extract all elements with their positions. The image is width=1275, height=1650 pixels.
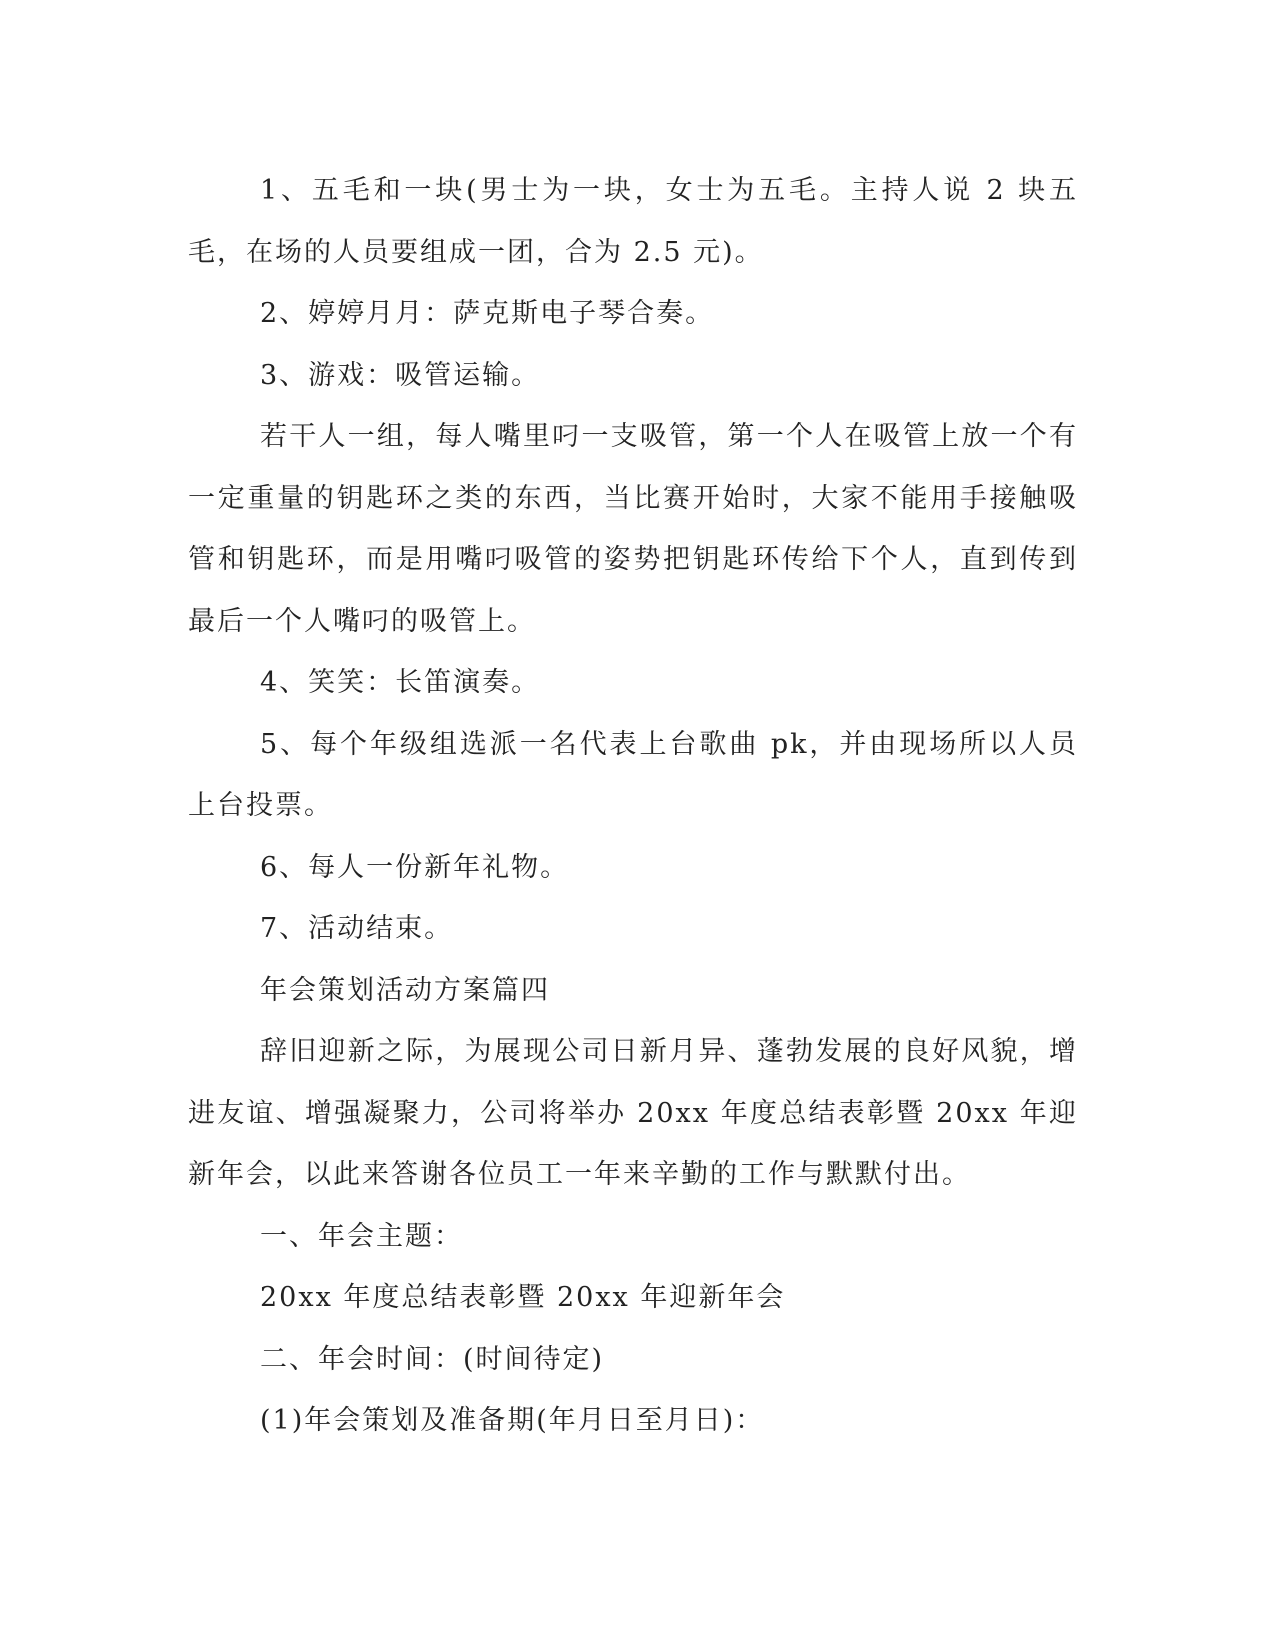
subheading-time: 二、年会时间：(时间待定) <box>260 1343 605 1375</box>
paragraph-prep-period: (1)年会策划及准备期(年月日至月日)： <box>260 1405 765 1436</box>
paragraph-item-5: 5、每个年级组选派一名代表上台歌曲 pk，并由现场所以人员上台投票。 <box>188 728 1078 821</box>
document-body <box>188 160 1078 1452</box>
paragraph-theme: 20xx 年度总结表彰暨 20xx 年迎新年会 <box>260 1282 786 1313</box>
paragraph-item-4: 4、笑笑：长笛演奏。 <box>260 667 541 698</box>
paragraph-item-2: 2、婷婷月月：萨克斯电子琴合奏。 <box>260 298 715 329</box>
section-heading: 年会策划活动方案篇四 <box>260 974 550 1006</box>
paragraph-item-3: 3、游戏：吸管运输。 <box>260 359 541 391</box>
paragraph-item-7: 7、活动结束。 <box>260 913 454 944</box>
paragraph-item-1: 1、五毛和一块(男士为一块，女士为五毛。主持人说 2 块五毛，在场的人员要组成一团，合为 2.5 元)。 <box>188 175 1078 268</box>
paragraph-intro: 辞旧迎新之际，为展现公司日新月异、蓬勃发展的良好风貌，增进友谊、增强凝聚力，公司将举办 20xx 年度总结表彰暨 20xx 年迎新年会，以此来答谢各位员工一年来辛勤的工作与默默付出。 <box>188 1036 1078 1190</box>
subheading-theme: 一、年会主题： <box>260 1220 463 1252</box>
paragraph-game-description: 若干人一组，每人嘴里叼一支吸管，第一个人在吸管上放一个有一定重量的钥匙环之类的东西，当比赛开始时，大家不能用手接触吸管和钥匙环，而是用嘴叼吸管的姿势把钥匙环传给下个人，直到传到最后一个人嘴叼的吸管上。 <box>188 421 1078 637</box>
paragraph-item-6: 6、每人一份新年礼物。 <box>260 851 570 883</box>
